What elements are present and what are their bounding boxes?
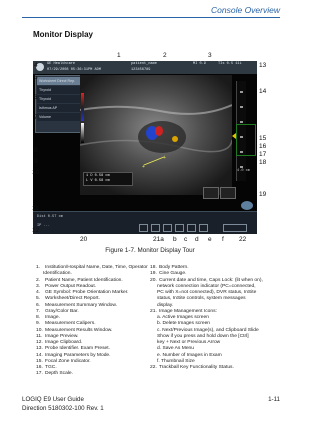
legend-item-number: 20. (150, 277, 157, 283)
callout-number: 1 (117, 52, 121, 59)
callout-number: 9 (34, 158, 38, 165)
legend-list-left (36, 265, 156, 378)
legend-item-continuation: key + Next or Previous Arrow (157, 340, 221, 345)
callout-number: 8 (34, 147, 38, 154)
image-count-icon[interactable] (187, 224, 196, 232)
worksheet-menu-item[interactable]: Isthmus AP (37, 104, 80, 112)
callout-number: 20 (80, 236, 88, 243)
datetime-operator: 07/29/2008 05:36:31PM ADM (47, 68, 101, 72)
legend-item-number: 10. (36, 327, 43, 333)
callout-number: f (222, 236, 224, 243)
legend-item-continuation: network connection indicator (PC=connected, (157, 283, 256, 289)
legend-item-text: Image. (45, 315, 60, 320)
legend-item-text: Body Pattern. (159, 265, 189, 270)
depth-scale: 4.0 cm (237, 169, 250, 173)
legend-item-continuation: a. Active Images screen (157, 315, 209, 320)
legend-item-text: TGC. (45, 365, 57, 370)
callout-number: b (173, 236, 177, 243)
legend-item-number: 22. (150, 365, 157, 370)
screen-topbar (33, 61, 257, 74)
callout-number: 21a (153, 236, 164, 243)
measurement-result-line: 1 D 0.58 cm (86, 174, 110, 178)
callout-number: 12 (32, 227, 40, 234)
legend-item-number: 15. (36, 358, 43, 364)
image-preview-label: IP ... (37, 224, 50, 228)
status-message: Dist 0.57 cm (37, 215, 63, 219)
legend-item-continuation: Identification. (43, 271, 72, 277)
figure-caption: Figure 1-7. Monitor Display Tour (105, 247, 195, 254)
footer-guide-title: LOGIQ E9 User Guide (22, 396, 84, 403)
legend-item-text: Measurement Summary Window. (45, 302, 118, 308)
legend-item-continuation: f. Thumbnail Size (157, 358, 195, 364)
legend-item-number: 4. (36, 290, 41, 295)
footer-page-number: 1-11 (268, 396, 280, 403)
legend-item-text: Gray/Color Bar. (45, 308, 79, 314)
callout-number: e (208, 236, 212, 243)
patient-name: patient_name (131, 62, 157, 66)
patient-id: 123456789 (131, 68, 151, 72)
legend-item (36, 371, 156, 377)
legend-item-number: 3. (36, 283, 41, 289)
measurement-results-window (83, 172, 133, 186)
institution-name: GE Healthcare (47, 62, 76, 66)
legend-item-continuation: Show if you press and hold down the [Ctrl] (157, 333, 249, 339)
callout-number: 15 (259, 135, 267, 142)
legend-item-text: Patient Name, Patient Identification. (45, 277, 123, 283)
clipboard-thumbnail[interactable] (220, 187, 236, 199)
worksheet-menu-item[interactable]: Thyroid (37, 95, 80, 103)
legend-item-number: 14. (36, 352, 43, 358)
delete-images-icon[interactable] (151, 224, 160, 232)
svg-text:+: + (142, 164, 145, 170)
callout-number: d (195, 236, 199, 243)
legend-item-number: 12. (36, 340, 43, 345)
legend-item-text: Worksheet/Direct Report. (45, 296, 100, 302)
legend-item-text: Institution/Hospital Name, Date, Time, Operator (45, 265, 148, 270)
legend-item-text: GE Symbol: Probe Orientation Marker. (45, 290, 129, 295)
legend-item-number: 17. (36, 371, 43, 377)
legend-item-continuation: display. (157, 302, 174, 308)
footer-direction: Direction 5180302-100 Rev. 1 (22, 405, 104, 412)
legend-item-text: Imaging Parameters by Mode. (45, 352, 111, 358)
callout-number: 14 (259, 88, 267, 95)
callout-number: 7 (34, 114, 38, 121)
callout-number: 6 (34, 94, 38, 101)
legend-item-number: 13. (36, 346, 43, 352)
legend-item-number: 16. (36, 365, 43, 370)
worksheet-menu-item[interactable]: Worksheet Direct Rep. (37, 77, 80, 85)
legend-item-number: 8. (36, 315, 41, 320)
legend-item-continuation: b. Delete Images screen (157, 321, 211, 327)
callout-number: c (184, 236, 188, 243)
gray-bar (81, 123, 84, 143)
legend-list-right (150, 265, 285, 371)
worksheet-menu-item[interactable]: Thyroid (37, 86, 80, 94)
trackball-icon (241, 201, 253, 210)
legend-item-text: Measurement Results Window. (45, 327, 113, 333)
legend-item-text: Depth Scale. (45, 371, 74, 377)
legend-item-number: 19. (150, 271, 157, 277)
bottom-status-bar (33, 211, 257, 234)
legend-item-continuation: c. Next/Previous Image(s), and Clipboard Slide (157, 327, 259, 333)
callout-number: 16 (259, 143, 267, 150)
legend-item-number: 9. (36, 321, 41, 327)
legend-item-number: 11. (36, 333, 43, 339)
callout-number: 2 (163, 52, 167, 59)
legend-item-text: Current date and time, Caps Lock: (lit when on), (159, 277, 263, 283)
page-header-title: Console Overview (211, 5, 280, 15)
active-images-icon[interactable] (139, 224, 148, 232)
callout-number: 18 (259, 159, 267, 166)
legend-item-continuation: status, InSite controls, system messages (157, 296, 246, 302)
monitor-display-figure (33, 61, 257, 234)
callout-number: 17 (259, 151, 267, 158)
next-previous-icon[interactable] (163, 224, 172, 232)
legend-item-number: 5. (36, 296, 41, 302)
callout-number: 5 (34, 74, 38, 81)
legend-item-continuation: d. Save As Menu (157, 346, 194, 352)
callout-number: 4 (34, 62, 38, 69)
legend-item-text: Focal Zone Indicator. (45, 358, 91, 364)
legend-item-continuation: PC with X=not connected), DVR status, InSite (157, 290, 257, 295)
callout-number: 10 (32, 169, 40, 176)
worksheet-menu-item[interactable]: Volume (37, 113, 80, 121)
header-rule (22, 17, 280, 18)
legend-item-number: 21. (150, 308, 157, 314)
callout-number: 22 (239, 236, 247, 243)
svg-text:+: + (163, 155, 166, 161)
trackball-status-icon (223, 224, 247, 232)
legend-item-text: Image Clipboard. (45, 340, 83, 345)
measurement-result-line: L V 0.58 cm (86, 179, 110, 183)
cine-gauge (236, 124, 256, 156)
save-as-icon[interactable] (175, 224, 184, 232)
section-title: Monitor Display (33, 30, 94, 39)
legend-item-number: 1. (36, 265, 41, 270)
legend-item-text: Image Management Icons: (159, 308, 217, 314)
legend-item-number: 7. (36, 308, 41, 314)
callout-number: 11 (32, 205, 39, 212)
mi-readout: MI 0.9 (193, 62, 206, 66)
clipboard-thumbnail[interactable] (203, 187, 219, 199)
legend-item-text: Cine Gauge. (159, 271, 187, 277)
monitor-screen (33, 61, 257, 234)
legend-item-text: Measurement Calipers. (45, 321, 96, 327)
legend-item-text: Image Preview. (45, 333, 79, 339)
legend-item-text: Power Output Readout. (45, 283, 97, 289)
legend-item-number: 6. (36, 302, 41, 308)
callout-number: 3 (208, 52, 212, 59)
legend-item-number: 2. (36, 277, 41, 283)
legend-item-continuation: e. Number of Images in Exam (157, 352, 222, 358)
legend-item-number: 18. (150, 265, 157, 270)
legend-item-text: Probe Identifier. Exam Preset. (45, 346, 110, 352)
thumbnail-size-icon[interactable] (199, 224, 208, 232)
worksheet-menu[interactable] (35, 75, 82, 133)
legend-item-text: Trackball Key Functionality Status. (159, 365, 234, 370)
callout-number: 19 (259, 191, 267, 198)
legend-item (150, 365, 285, 371)
tis-readout: TIs 0.5 11L (218, 62, 242, 66)
color-bar (81, 93, 84, 121)
callout-number: 13 (259, 62, 267, 69)
